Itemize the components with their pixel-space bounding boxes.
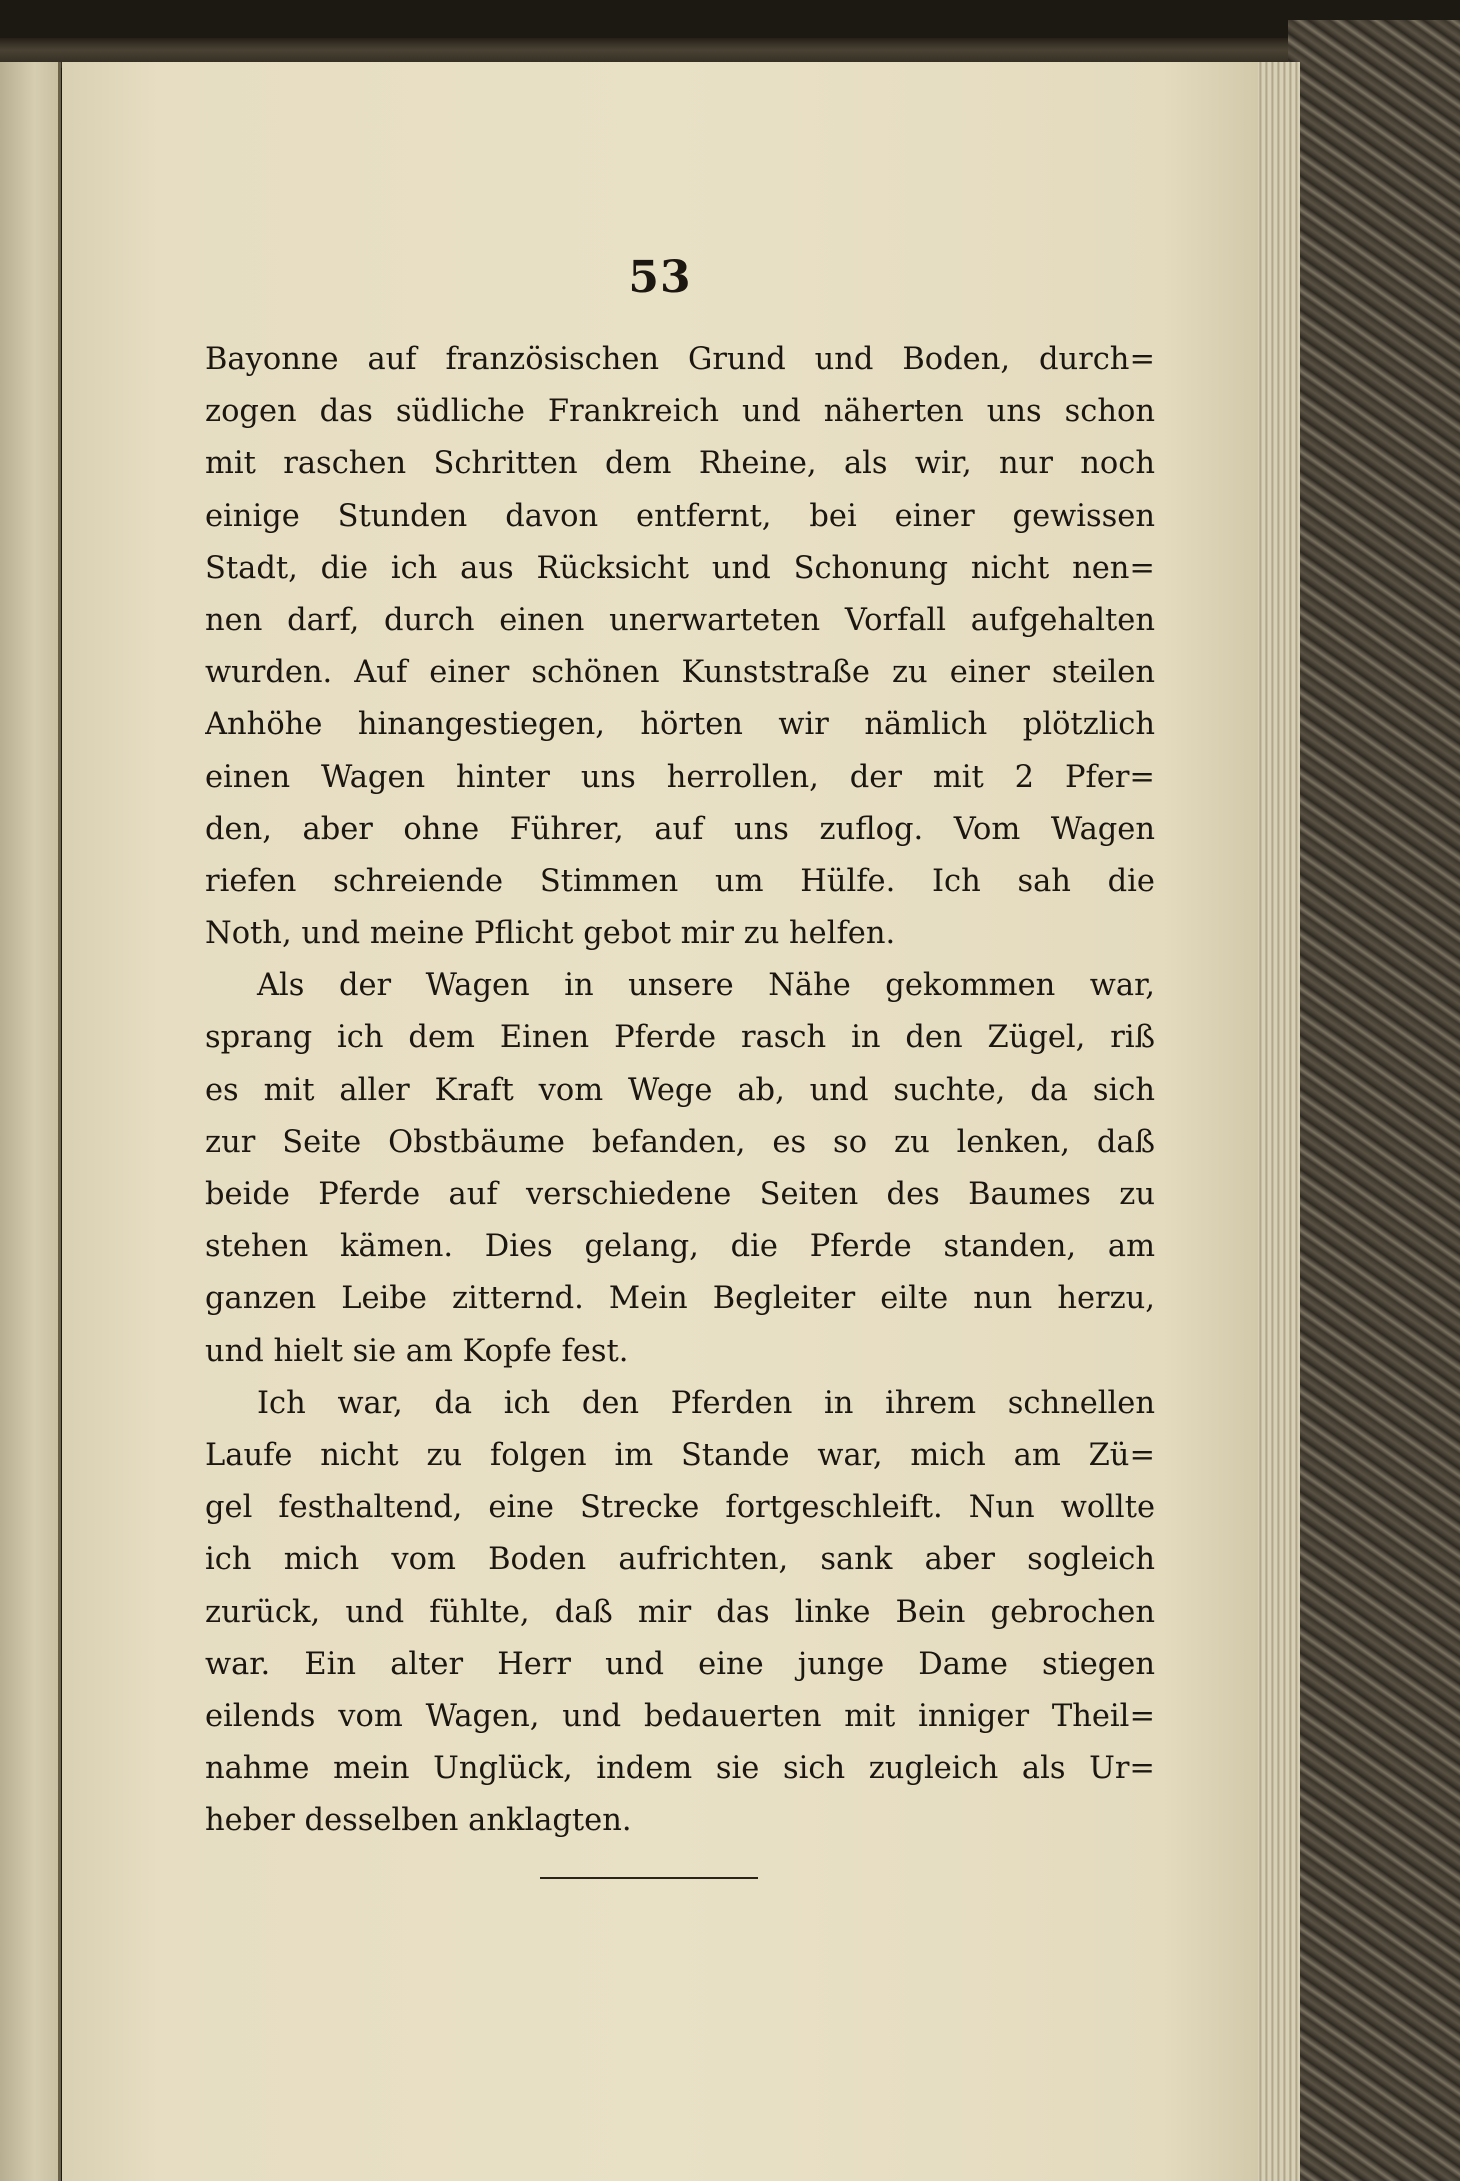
text-line: wurden. Auf einer schönen Kunststraße zu einer steilen: [205, 655, 1155, 691]
text-line: ganzen Leibe zitternd. Mein Begleiter eilte nun herzu,: [205, 1281, 1155, 1317]
text-line: eilends vom Wagen, und bedauerten mit inniger Theil=: [205, 1698, 1155, 1734]
text-line: Noth, und meine Pflicht gebot mir zu helfen.: [205, 916, 896, 952]
text-line: beide Pferde auf verschiedene Seiten des Baumes zu: [205, 1177, 1155, 1212]
section-divider: [540, 1877, 758, 1879]
text-line: nen darf, durch einen unerwarteten Vorfall aufgehalten: [205, 602, 1155, 638]
text-line: und hielt sie am Kopfe fest.: [205, 1333, 629, 1369]
text-line: Laufe nicht zu folgen im Stande war, mich am Zü=: [205, 1437, 1155, 1473]
body-text: [205, 334, 1155, 1847]
text-line: zur Seite Obstbäume befanden, es so zu lenken, daß: [205, 1124, 1155, 1160]
text-line: gel festhaltend, eine Strecke fortgeschleift. Nun wollte: [205, 1490, 1155, 1526]
text-line: einen Wagen hinter uns herrollen, der mit 2 Pfer=: [205, 759, 1155, 795]
text-line: Ich war, da ich den Pferden in ihrem schnellen: [257, 1385, 1155, 1421]
text-line: zurück, und fühlte, daß mir das linke Bein gebrochen: [205, 1594, 1155, 1630]
text-line: stehen kämen. Dies gelang, die Pferde standen, am: [205, 1229, 1155, 1265]
left-page-edge: [0, 62, 61, 2181]
text-line: Bayonne auf französischen Grund und Boden, durch=: [205, 342, 1155, 377]
text-line: Anhöhe hinangestiegen, hörten wir nämlich plötzlich: [205, 707, 1155, 743]
text-line: sprang ich dem Einen Pferde rasch in den Zügel, riß: [205, 1020, 1155, 1056]
text-line: war. Ein alter Herr und eine junge Dame stiegen: [205, 1646, 1155, 1682]
text-line: Stadt, die ich aus Rücksicht und Schonung nicht nen=: [205, 550, 1155, 586]
marbled-cover: [1288, 20, 1460, 2181]
text-line: mit raschen Schritten dem Rheine, als wir, nur noch: [205, 446, 1155, 482]
text-line: es mit aller Kraft vom Wege ab, und suchte, da sich: [205, 1072, 1155, 1108]
text-line: einige Stunden davon entfernt, bei einer gewissen: [205, 498, 1155, 534]
text-line: riefen schreiende Stimmen um Hülfe. Ich sah die: [205, 863, 1155, 899]
text-line: nahme mein Unglück, indem sie sich zugleich als Ur=: [205, 1751, 1155, 1787]
text-line: heber desselben anklagten.: [205, 1803, 632, 1839]
page-number: 53: [628, 252, 692, 303]
text-line: zogen das südliche Frankreich und näherten uns schon: [205, 394, 1155, 430]
book-page: [62, 62, 1258, 2181]
text-line: ich mich vom Boden aufrichten, sank aber sogleich: [205, 1542, 1155, 1578]
text-line: Als der Wagen in unsere Nähe gekommen war,: [257, 968, 1155, 1004]
text-line: den, aber ohne Führer, auf uns zuflog. Vom Wagen: [205, 811, 1155, 847]
